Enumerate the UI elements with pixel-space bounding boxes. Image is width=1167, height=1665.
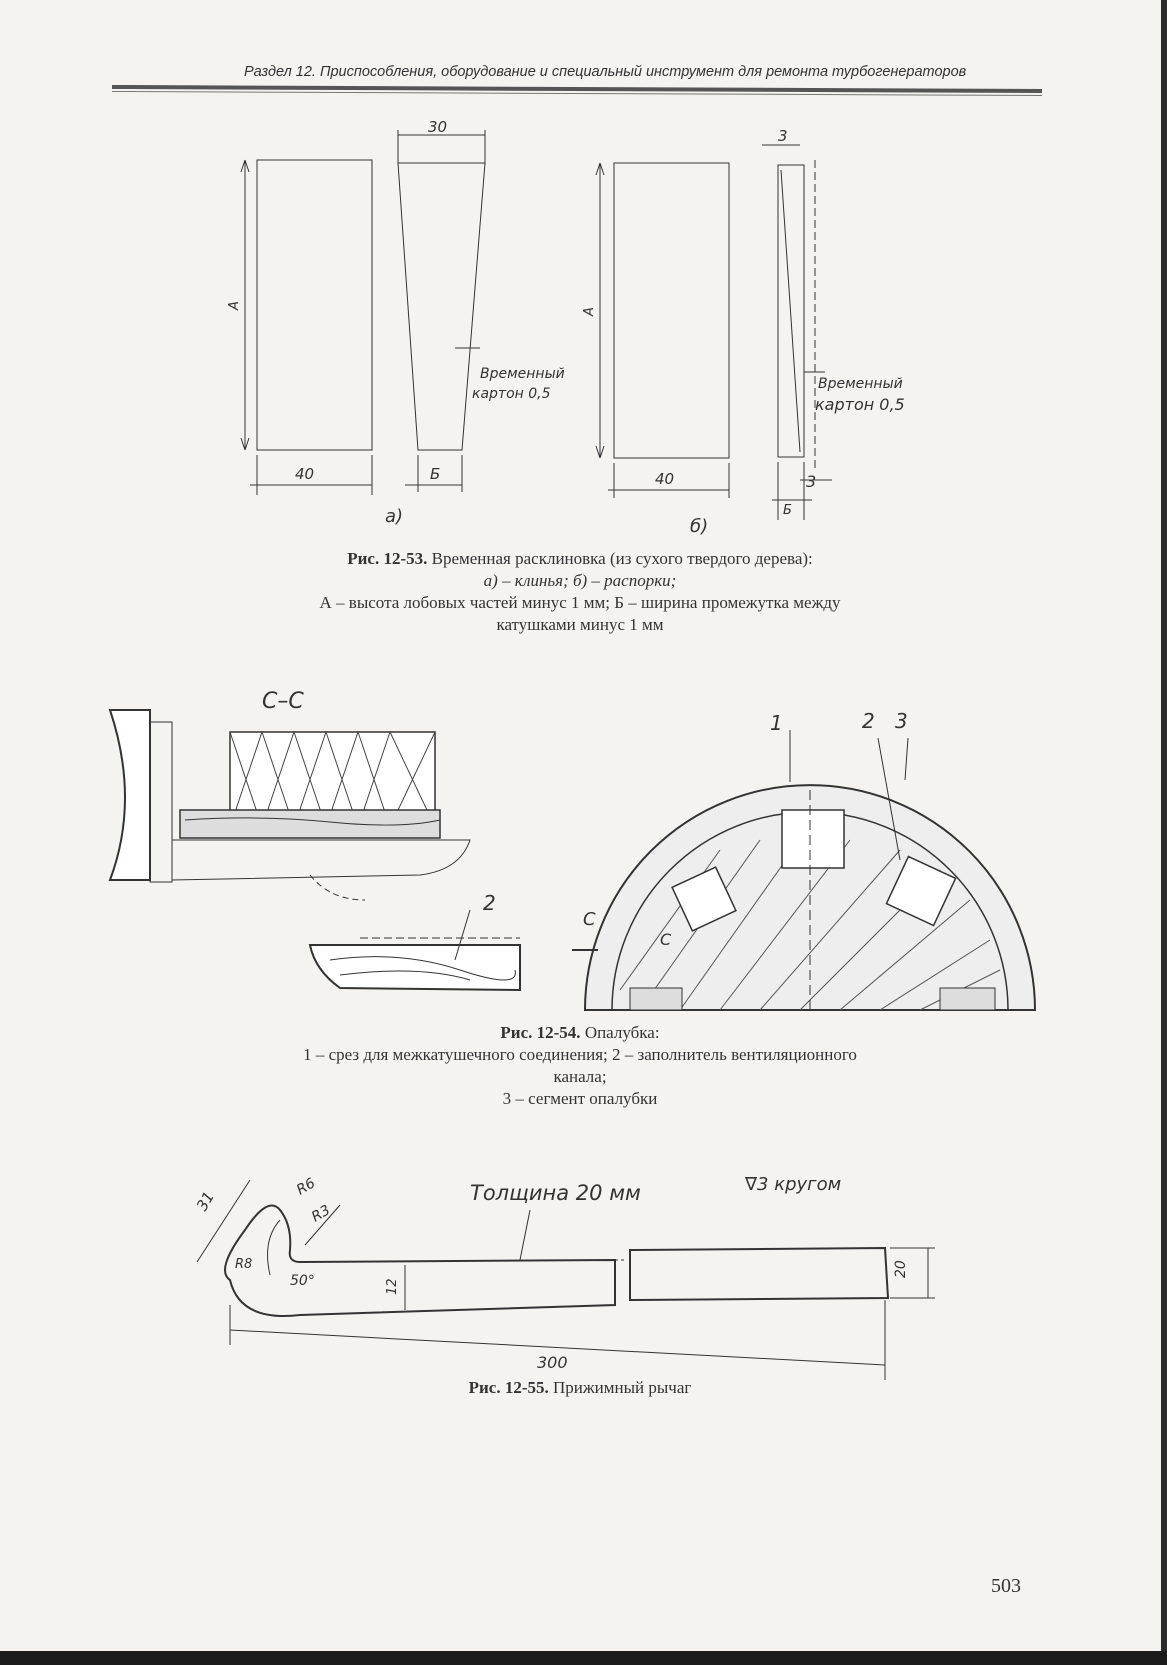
dim-3-bottom: 3 (806, 472, 817, 491)
note-cardboard-a-1: Временный (480, 366, 565, 382)
label-a: а) (385, 506, 404, 527)
caption-title-54: Опалубка: (584, 1023, 660, 1042)
section-mark-C-1: С (583, 909, 596, 930)
note-cardboard-a-2: картон 0,5 (472, 386, 551, 402)
dim-3-top: 3 (778, 127, 788, 145)
dim-12: 12 (385, 1278, 400, 1295)
caption-fig-12-54 (150, 1022, 1010, 1110)
note-cardboard-b-1: Временный (818, 376, 903, 392)
label-2-vent: 2 (862, 709, 875, 733)
filler-bottom-right (940, 988, 995, 1010)
figure-12-53 (0, 0, 1167, 560)
figure-12-54 (0, 670, 1167, 1040)
dim-B-a: Б (430, 465, 441, 483)
section-body-left (110, 710, 150, 880)
caption-number-54: Рис. 12-54. (500, 1023, 581, 1042)
page-number: 503 (991, 1575, 1021, 1597)
dim-30: 30 (428, 118, 448, 136)
wooden-bar (180, 810, 440, 838)
caption-line3-54: канала; (553, 1067, 607, 1086)
caption-line2-54: 1 – срез для межкатушечного соединения; 2 – заполнитель вентиляционного (303, 1045, 857, 1064)
dim-R6: R6 (294, 1175, 319, 1199)
dim-300: 300 (537, 1353, 568, 1372)
lever-head (225, 1206, 615, 1317)
filler-piece (310, 945, 520, 990)
dim-40-a: 40 (295, 465, 315, 483)
label-3-segment: 3 (895, 709, 908, 733)
filler-bottom-left (630, 988, 682, 1010)
caption-fig-12-53 (150, 548, 1010, 636)
dim-40-b: 40 (655, 470, 675, 488)
dim-20: 20 (893, 1260, 909, 1278)
cut-slot (782, 810, 844, 868)
caption-line2-53: а) – клинья; б) – распорки; (483, 571, 677, 590)
label-1-cut: 1 (770, 711, 783, 735)
wedge-side (398, 163, 485, 450)
dim-31: 31 (192, 1188, 219, 1214)
label-2-filler: 2 (483, 891, 496, 915)
running-header: Раздел 12. Приспособления, оборудование и специальный инструмент для ремонта турбогенераторов (244, 64, 967, 80)
dim-50-deg: 50° (290, 1273, 315, 1289)
spacer-front-rect (614, 163, 729, 458)
label-b: б) (690, 516, 709, 537)
caption-number-55: Рис. 12-55. (468, 1378, 549, 1397)
section-mark-C-2: С (660, 930, 672, 949)
finish-note: ∇3 кругом (745, 1174, 842, 1195)
dim-R3: R3 (309, 1202, 334, 1226)
figure-12-55 (0, 1150, 1167, 1410)
caption-line4-54: 3 – сегмент опалубки (502, 1089, 658, 1108)
dim-label-A-a: А (227, 301, 242, 310)
caption-number-53: Рис. 12-53. (347, 549, 428, 568)
dim-B-b: Б (783, 503, 792, 518)
caption-title-53: Временная расклиновка (из сухого твердого дерева): (431, 549, 813, 568)
caption-title-55: Прижимный рычаг (553, 1378, 692, 1397)
wedge-front-rect (257, 160, 372, 450)
caption-line3-53: А – высота лобовых частей минус 1 мм; Б – ширина промежутка между (319, 593, 841, 612)
note-cardboard-b-2: картон 0,5 (815, 395, 905, 414)
thickness-note: Толщина 20 мм (470, 1181, 641, 1205)
section-label-CC: С–С (262, 689, 304, 714)
dim-label-A-b: А (582, 307, 597, 316)
lever-tail (630, 1248, 888, 1300)
caption-line4-53: катушками минус 1 мм (496, 615, 664, 634)
scan-edge-bottom (0, 1651, 1167, 1665)
dim-R8: R8 (235, 1257, 253, 1272)
caption-fig-12-55 (150, 1377, 1010, 1399)
